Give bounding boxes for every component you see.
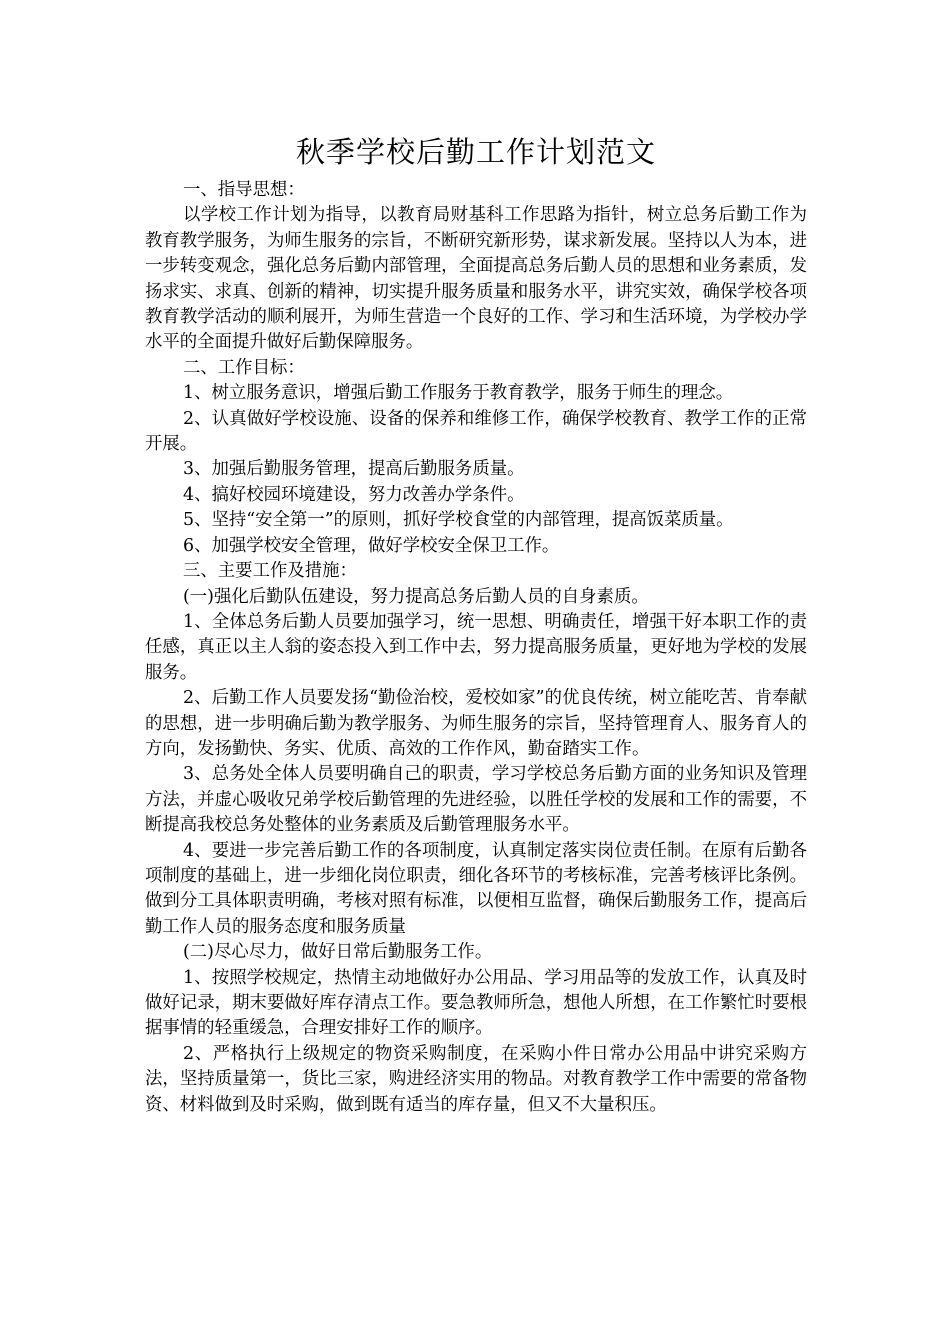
document-title: 秋季学校后勤工作计划范文 bbox=[295, 135, 656, 169]
document-page bbox=[145, 128, 807, 1118]
paragraph-guiding-ideology: 以学校工作计划为指导，以教育局财基科工作思路为指针，树立总务后勤工作为教育教学服务，为师生服务的宗旨，不断研究新形势，谋求新发展。坚持以人为本，进一步转变观念，强化总务后勤内部管理，全面提高总务后勤人员的思想和业务素质，发扬求实、求真、创新的精神，切实提升服务质量和服务水平，讲究实效，确保学校各项教育教学活动的顺利展开，为师生营造一个良好的工作、学习和生活环境，为学校办学水平的全面提升做好后勤保障服务。 bbox=[145, 205, 807, 353]
section-heading-guiding-ideology: 一、指导思想： bbox=[183, 180, 305, 200]
team-item-4: 4、要进一步完善后勤工作的各项制度，认真制定落实岗位责任制。在原有后勤各项制度的基础上，进一步细化岗位职责，细化各环节的考核标准，完善考核评比条例。做到分工具体职责明确，考核对照有标准，以便相互监督，确保后勤服务工作，提高后勤工作人员的服务态度和服务质量 bbox=[145, 840, 807, 937]
service-item-1: 1、按照学校规定，热情主动地做好办公用品、学习用品等的发放工作，认真及时做好记录，期末要做好库存清点工作。要急教师所急，想他人所想，在工作繁忙时要根据事情的轻重缓急，合理安排好工作的顺序。 bbox=[145, 967, 807, 1039]
goal-item-2: 2、认真做好学校设施、设备的保养和维修工作，确保学校教育、教学工作的正常开展。 bbox=[145, 408, 807, 455]
goal-item-5: 5、坚持“安全第一”的原则，抓好学校食堂的内部管理，提高饭菜质量。 bbox=[183, 510, 734, 531]
service-item-2: 2、严格执行上级规定的物资采购制度，在采购小件日常办公用品中讲究采购方法，坚持质量第一，货比三家，购进经济实用的物品。对教育教学工作中需要的常备物资、材料做到及时采购，做到既有适当的库存量，但又不大量积压。 bbox=[145, 1043, 807, 1115]
section-heading-work-goals: 二、工作目标： bbox=[183, 357, 305, 378]
goal-item-3: 3、加强后勤服务管理，提高后勤服务质量。 bbox=[183, 459, 525, 480]
team-item-3: 3、总务处全体人员要明确自己的职责，学习学校总务后勤方面的业务知识及管理方法，并虚心吸收兄弟学校后勤管理的先进经验，以胜任学校的发展和工作的需要，不断提高我校总务处整体的业务素质及后勤管理服务水平。 bbox=[145, 764, 807, 836]
goal-item-1: 1、树立服务意识，增强后勤工作服务于教育教学，服务于师生的理念。 bbox=[183, 383, 734, 404]
goal-item-6: 6、加强学校安全管理，做好学校安全保卫工作。 bbox=[183, 535, 560, 556]
team-item-2: 2、后勤工作人员要发扬“勤俭治校，爱校如家”的优良传统，树立能吃苦、肯奉献的思想，进一步明确后勤为教学服务、为师生服务的宗旨，坚持管理育人、服务育人的方向，发扬勤快、务实、优质、高效的工作作风，勤奋踏实工作。 bbox=[145, 688, 807, 759]
subsection-heading-daily-service: (二)尽心尽力，做好日常后勤服务工作。 bbox=[183, 942, 493, 963]
goal-item-4: 4、搞好校园环境建设，努力改善办学条件。 bbox=[183, 484, 525, 505]
subsection-heading-team-building: (一)强化后勤队伍建设，努力提高总务后勤人员的自身素质。 bbox=[183, 586, 649, 607]
section-heading-main-work: 三、主要工作及措施： bbox=[183, 561, 357, 582]
team-item-1: 1、全体总务后勤人员要加强学习，统一思想、明确责任，增强干好本职工作的责任感，真正以主人翁的姿态投入到工作中去，努力提高服务质量，更好地为学校的发展服务。 bbox=[145, 611, 807, 683]
